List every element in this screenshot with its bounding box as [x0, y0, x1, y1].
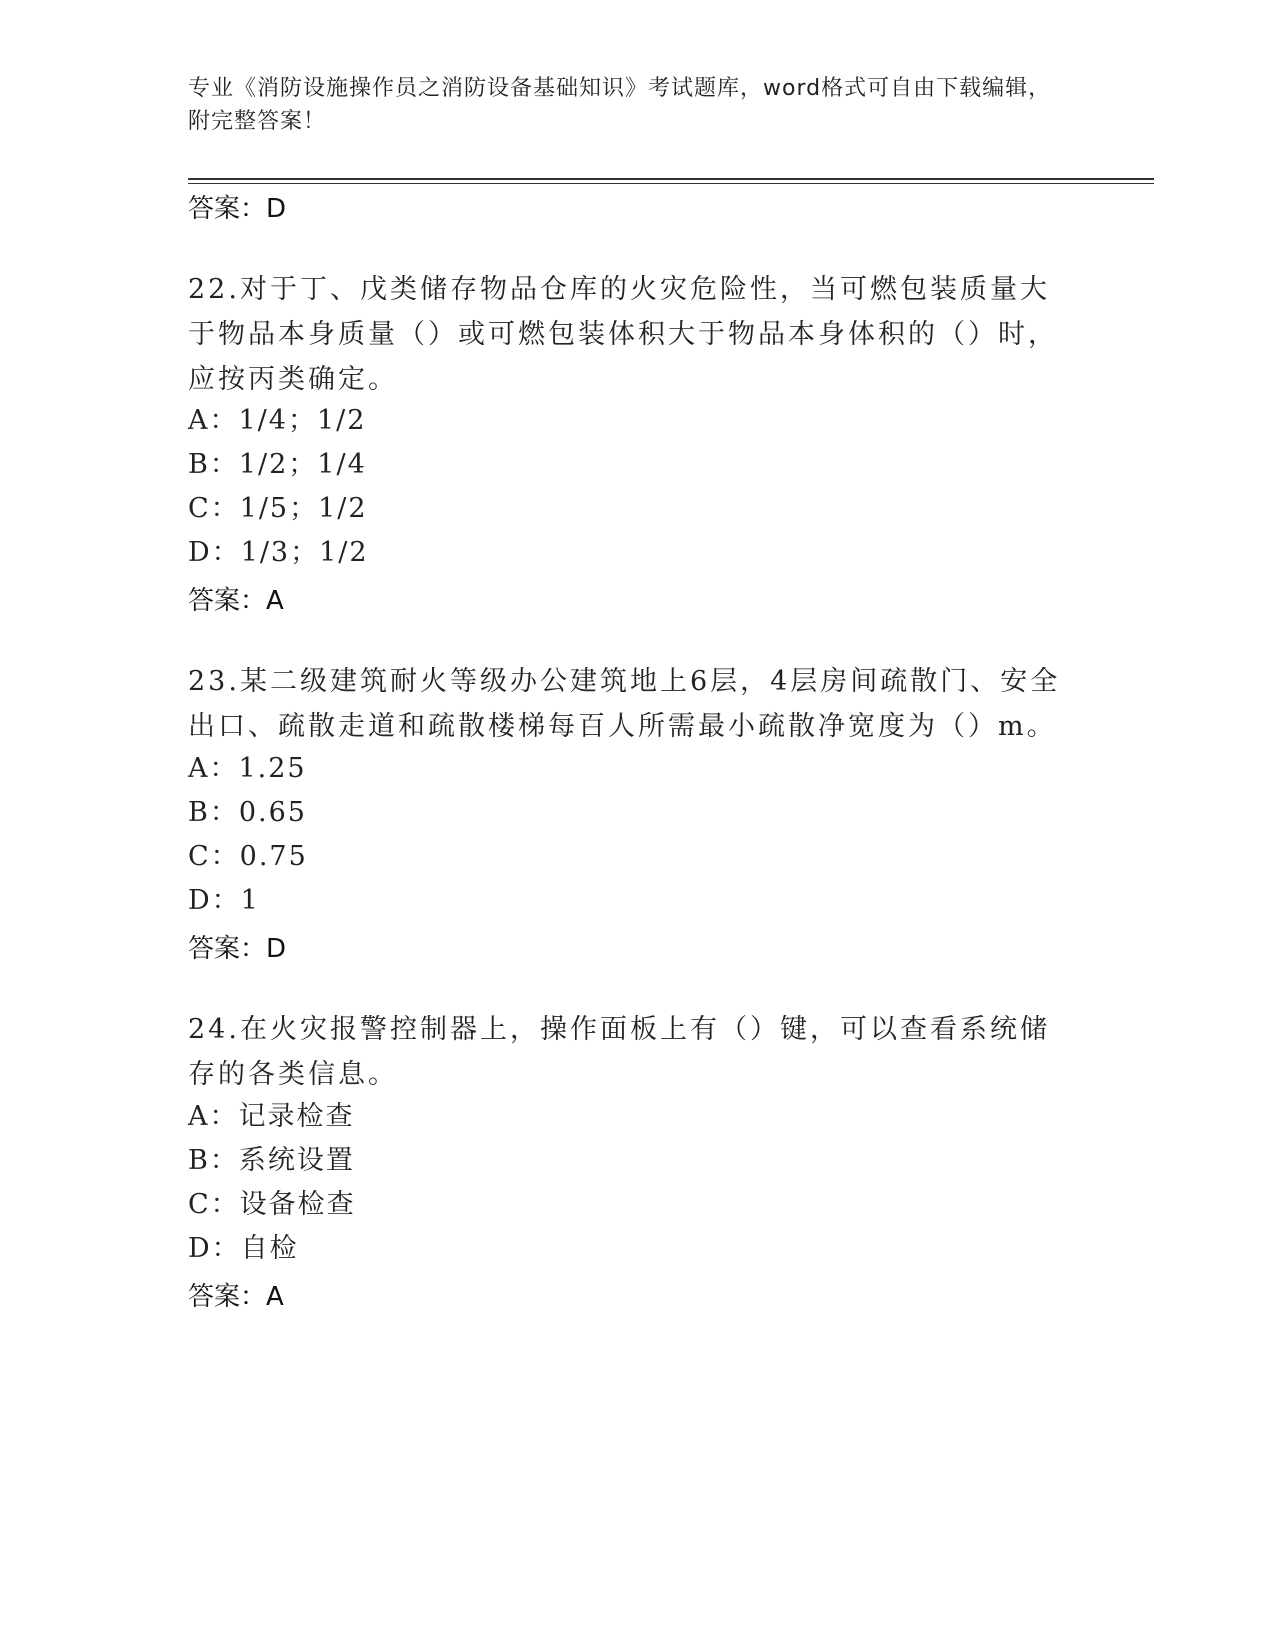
question-23-option-d: D：1	[188, 885, 260, 916]
document-header: 专业《消防设施操作员之消防设备基础知识》考试题库，word格式可自由下载编辑，附完整答案！	[188, 76, 1052, 134]
question-24-stem: 24.在火灾报警控制器上，操作面板上有（）键，可以查看系统储存的各类信息。	[188, 1014, 1050, 1090]
question-23-answer: 答案：D	[188, 934, 287, 964]
question-23-stem: 23.某二级建筑耐火等级办公建筑地上6层，4层房间疏散门、安全出口、疏散走道和疏散楼梯每百人所需最小疏散净宽度为（）m。	[188, 666, 1061, 742]
question-24-option-d: D：自检	[188, 1233, 299, 1264]
question-24-option-c: C：设备检查	[188, 1189, 356, 1220]
header-divider-thin	[188, 183, 1154, 184]
question-23-option-c: C：0.75	[188, 841, 308, 872]
question-23-option-a: A：1.25	[188, 753, 307, 784]
question-24-option-a: A：记录检查	[188, 1101, 355, 1132]
question-22-stem: 22.对于丁、戊类储存物品仓库的火灾危险性，当可燃包装质量大于物品本身质量（）或可燃包装体积大于物品本身体积的（）时，应按丙类确定。	[188, 274, 1058, 395]
header-divider	[188, 178, 1154, 180]
question-24-answer: 答案：A	[188, 1282, 284, 1312]
question-22-option-d: D：1/3；1/2	[188, 537, 369, 568]
previous-answer: 答案：D	[188, 194, 287, 224]
question-22-answer: 答案：A	[188, 586, 284, 616]
question-22-option-b: B：1/2；1/4	[188, 449, 367, 480]
question-22-option-a: A：1/4；1/2	[188, 405, 367, 436]
question-23-option-b: B：0.65	[188, 797, 307, 828]
question-24-option-b: B：系统设置	[188, 1145, 355, 1176]
question-22-option-c: C：1/5；1/2	[188, 493, 368, 524]
